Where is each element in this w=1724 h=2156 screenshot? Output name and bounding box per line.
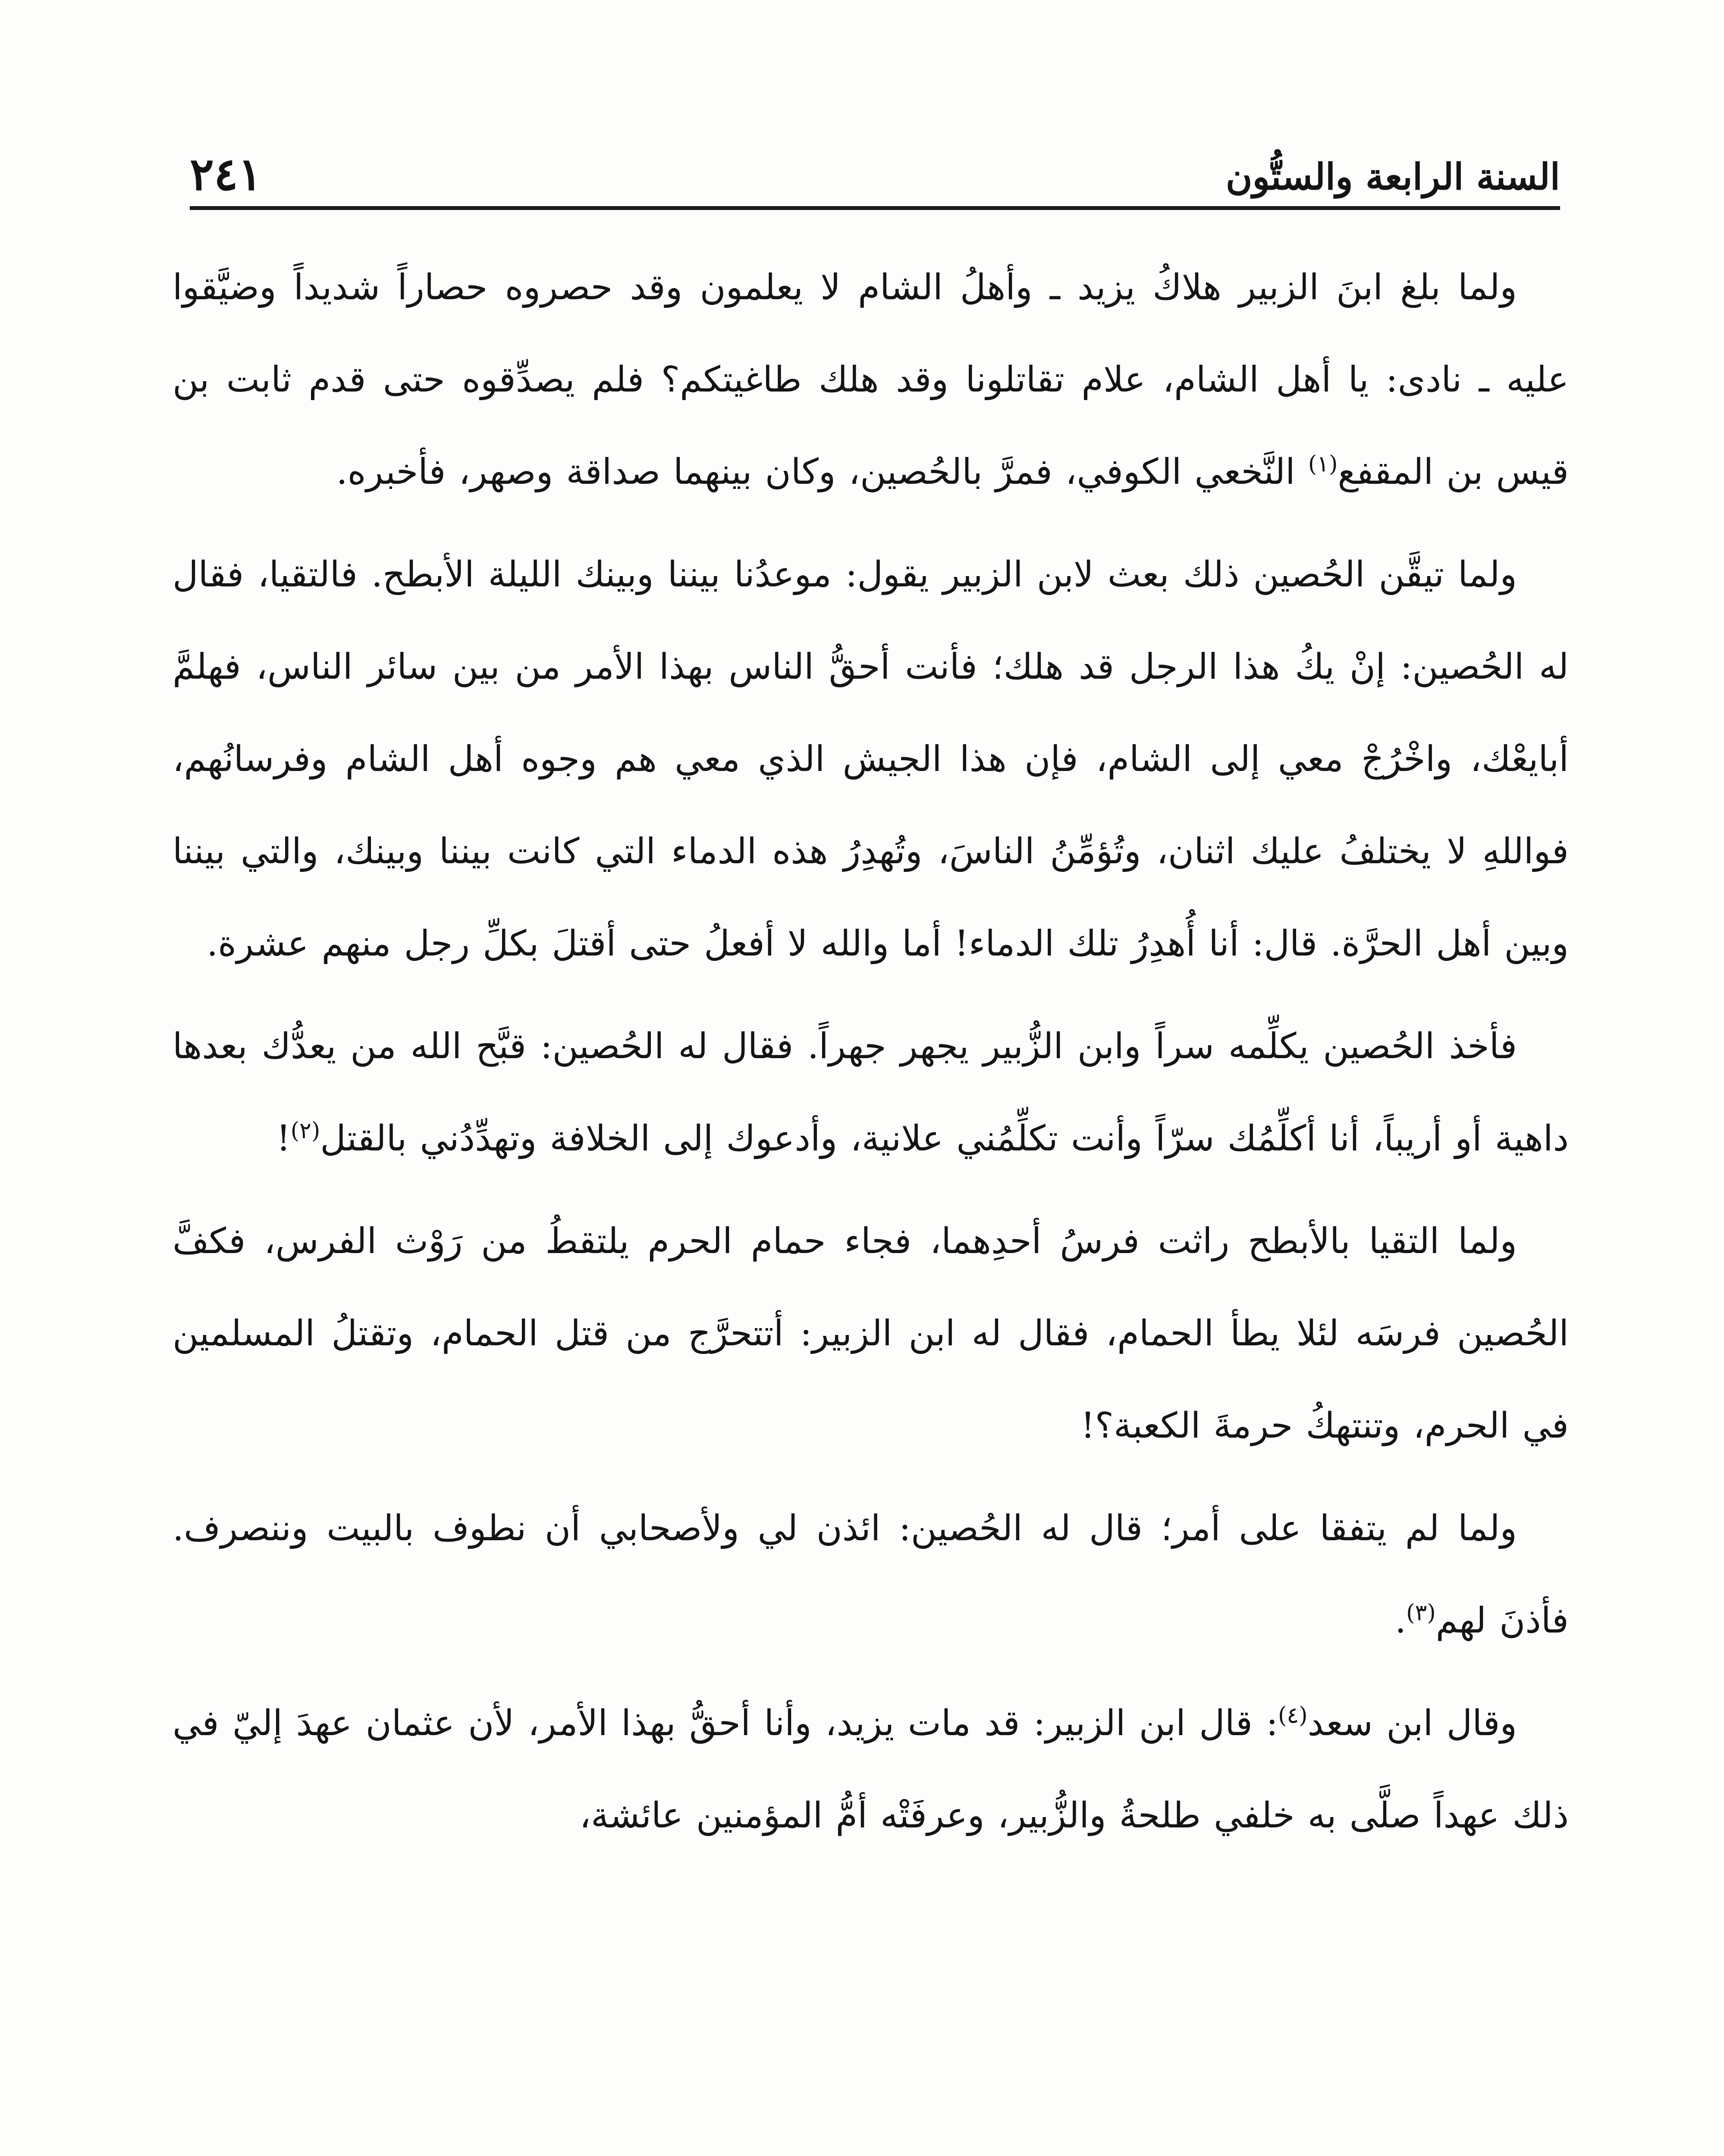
running-header xyxy=(190,129,1560,203)
paragraph-text: ولما بلغ ابنَ الزبير هلاكُ يزيد ـ وأهلُ الشام لا يعلمون وقد حصروه حصاراً شديداً وضيَّقوا عليه ـ نادى: يا أهل الشام، علام تقاتلونا وقد هلك طاغيتكم؟ فلم يصدِّقوه حتى قدم ثابت بن قيس بن المقفع xyxy=(173,267,1569,492)
footnote-ref-2[interactable]: (٢) xyxy=(290,1118,320,1144)
paragraph-5 xyxy=(173,1482,1569,1667)
paragraph-text: ولما التقيا بالأبطح راثت فرسُ أحدِهما، فجاء حمام الحرم يلتقطُ من رَوْث الفرس، فكفَّ الحُصين فرسَه لئلا يطأ الحمام، فقال له ابن الزبير: أتتحرَّج من قتل الحمام، وتقتلُ المسلمين في الحرم، وتنتهكُ حرمةَ الكعبة؟! xyxy=(173,1221,1569,1446)
footnote-ref-4[interactable]: (٤) xyxy=(1278,1702,1308,1729)
header-rule xyxy=(190,206,1560,210)
paragraph-text-continued: ! xyxy=(276,1118,291,1159)
section-title: السنة الرابعة والستُّون xyxy=(1225,155,1560,198)
paragraph-text-continued: . xyxy=(1395,1600,1407,1641)
paragraph-4 xyxy=(173,1195,1569,1472)
paragraph-text: ولما تيقَّن الحُصين ذلك بعث لابن الزبير يقول: موعدُنا بيننا وبينك الليلة الأبطح. فالتقيا، فقال له الحُصين: إنْ يكُ هذا الرجل قد هلك؛ فأنت أحقُّ الناس بهذا الأمر من بين سائر الناس، فهلمَّ أبايعْك، واخْرُجْ معي إلى الشام، فإن هذا الجيش الذي معي هم وجوه أهل الشام وفرسانُهم، فواللهِ لا يختلفُ عليك اثنان، وتُؤمِّنُ الناسَ، وتُهدِرُ هذه الدماء التي كانت بيننا وبينك، والتي بيننا وبين أهل الحرَّة. قال: أنا أُهدِرُ تلك الدماء! أما والله لا أفعلُ حتى أقتلَ بكلِّ رجل منهم عشرة. xyxy=(173,554,1569,964)
paragraph-text-continued: : قال ابن الزبير: قد مات يزيد، وأنا أحقُّ بهذا الأمر، لأن عثمان عهدَ إليّ في ذلك عهداً صلَّى به خلفي طلحةُ والزُّبير، وعرفَتْه أمُّ المؤمنين عائشة، xyxy=(173,1703,1569,1836)
paragraph-text: وقال ابن سعد xyxy=(1307,1703,1517,1744)
paragraph-2 xyxy=(173,529,1569,990)
paragraph-text: فأخذ الحُصين يكلِّمه سراً وابن الزُّبير يجهر جهراً. فقال له الحُصين: قبَّح الله من يعدُّك بعدها داهية أو أريباً، أنا أكلِّمُك سرّاً وأنت تكلِّمُني علانية، وأدعوك إلى الخلافة وتهدِّدُني بالقتل xyxy=(173,1026,1569,1159)
body-text xyxy=(173,241,1569,1872)
paragraph-6 xyxy=(173,1677,1569,1862)
paragraph-3 xyxy=(173,1000,1569,1185)
footnote-ref-3[interactable]: (٣) xyxy=(1406,1600,1436,1626)
footnote-ref-1[interactable]: (١) xyxy=(1308,451,1338,477)
paragraph-text: ولما لم يتفقا على أمر؛ قال له الحُصين: ائذن لي ولأصحابي أن نطوف بالبيت وننصرف. فأذنَ لهم xyxy=(173,1508,1569,1641)
page-number: ٢٤١ xyxy=(190,147,262,201)
paragraph-1 xyxy=(173,241,1569,518)
paragraph-text-continued: النَّخعي الكوفي، فمرَّ بالحُصين، وكان بينهما صداقة وصهر، فأخبره. xyxy=(336,451,1308,492)
